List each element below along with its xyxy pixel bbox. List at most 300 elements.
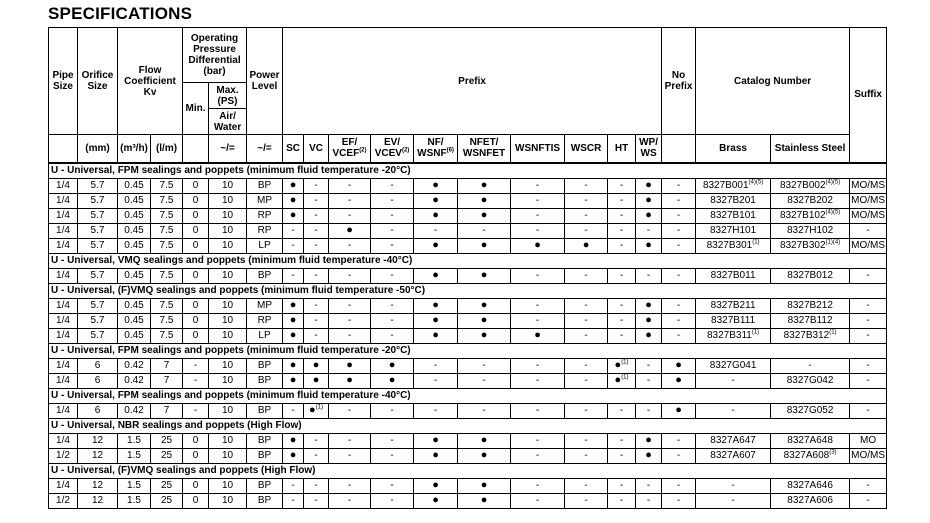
cell-nf: ● [414, 478, 458, 493]
cell-wscr: - [565, 223, 608, 238]
cell-orifice: 5.7 [78, 298, 118, 313]
cell-ss: 8327B012 [771, 268, 850, 283]
cell-power: BP [247, 358, 283, 373]
cell-min: - [183, 373, 209, 388]
cell-ev: - [371, 313, 414, 328]
cell-nf: ● [414, 493, 458, 508]
cell-kv_m3h: 1.5 [118, 478, 151, 493]
header-no-prefix: No Prefix [662, 28, 696, 135]
cell-nf: - [414, 373, 458, 388]
cell-wscr: ● [565, 238, 608, 253]
cell-suffix: - [850, 223, 887, 238]
cell-min: 0 [183, 328, 209, 343]
section-header [49, 253, 887, 268]
cell-nf: ● [414, 193, 458, 208]
cell-wscr: - [565, 358, 608, 373]
cell-orifice: 5.7 [78, 223, 118, 238]
cell-pipe: 1/4 [49, 328, 78, 343]
cell-wp: ● [636, 178, 662, 193]
cell-power: BP [247, 433, 283, 448]
cell-ef: ● [329, 223, 371, 238]
cell-power: RP [247, 313, 283, 328]
cell-noprefix: - [662, 193, 696, 208]
cell-kv_lmin: 7.5 [151, 178, 183, 193]
cell-suffix: MO/MS [851, 180, 886, 191]
cell-nfet: - [458, 403, 511, 418]
cell-noprefix: ● [662, 373, 696, 388]
cell-suffix: - [850, 493, 887, 508]
cell-wsnftis: - [511, 223, 565, 238]
cell-kv_m3h: 0.45 [118, 178, 151, 193]
table-row [49, 268, 887, 283]
cell-noprefix: - [662, 178, 696, 193]
cell-ef: - [329, 268, 371, 283]
cell-noprefix: - [662, 313, 696, 328]
cell-wscr: - [565, 208, 608, 223]
cell-min: 0 [183, 478, 209, 493]
cell-power: BP [247, 448, 283, 463]
cell-noprefix: ● [662, 403, 696, 418]
cell-wsnftis: - [511, 448, 565, 463]
cell-brass: 8327B111 [696, 313, 771, 328]
cell-kv_m3h: 0.45 [118, 298, 151, 313]
cell-kv_lmin: 7 [151, 358, 183, 373]
cell-brass: - [696, 373, 771, 388]
cell-suffix: - [850, 328, 887, 343]
cell-brass: 8327B011 [696, 268, 771, 283]
cell-min: 0 [183, 298, 209, 313]
cell-kv_m3h: 0.45 [118, 328, 151, 343]
cell-ht: - [608, 208, 636, 223]
cell-ef: - [329, 448, 371, 463]
cell-ef: - [329, 328, 371, 343]
cell-ss: 8327B202 [771, 193, 850, 208]
cell-pipe: 1/4 [49, 478, 78, 493]
cell-ss: - [771, 358, 850, 373]
cell-ev: ● [371, 358, 414, 373]
table-row [49, 223, 887, 238]
cell-orifice: 5.7 [78, 208, 118, 223]
cell-max: 10 [209, 448, 247, 463]
cell-kv_m3h: 0.42 [118, 358, 151, 373]
cell-kv_m3h: 0.45 [118, 208, 151, 223]
cell-wscr: - [565, 493, 608, 508]
cell-pipe: 1/4 [49, 358, 78, 373]
cell-vc: - [304, 448, 329, 463]
cell-wsnftis: - [511, 493, 565, 508]
cell-suffix: - [850, 478, 887, 493]
cell-brass: 8327A647 [696, 433, 771, 448]
cell-wsnftis: - [511, 373, 565, 388]
cell-kv_lmin: 7.5 [151, 298, 183, 313]
header-power-level: Power Level [247, 28, 283, 135]
cell-nf: ● [414, 208, 458, 223]
cell-orifice: 5.7 [78, 238, 118, 253]
cell-sc: ● [283, 373, 304, 388]
cell-wsnftis: - [511, 358, 565, 373]
cell-ev: - [371, 448, 414, 463]
cell-ht: - [608, 238, 636, 253]
cell-noprefix: - [662, 448, 696, 463]
table-row [49, 493, 887, 508]
cell-suffix: - [850, 298, 887, 313]
cell-kv_lmin: 7.5 [151, 328, 183, 343]
cell-wp: - [636, 478, 662, 493]
cell-max: 10 [209, 313, 247, 328]
cell-pipe: 1/4 [49, 313, 78, 328]
cell-brass: 8327A607 [696, 448, 771, 463]
cell-max: 10 [209, 193, 247, 208]
cell-ht: - [608, 298, 636, 313]
cell-max: 10 [209, 478, 247, 493]
cell-nf: ● [414, 313, 458, 328]
cell-wsnftis: - [511, 478, 565, 493]
cell-brass: 8327B311$^{(1)}$ [696, 328, 771, 343]
cell-wp: - [636, 403, 662, 418]
table-row [49, 448, 887, 463]
table-row [49, 358, 887, 373]
header-flow-coefficient: Flow Coefficient Kv [118, 28, 183, 135]
cell-sc: ● [283, 433, 304, 448]
header-operating-pressure: Operating Pressure Differential (bar) [183, 28, 247, 83]
cell-nfet: ● [458, 433, 511, 448]
cell-pipe: 1/4 [49, 238, 78, 253]
cell-kv_m3h: 0.45 [118, 238, 151, 253]
section-header [49, 463, 887, 478]
header-brass: Brass [696, 135, 771, 163]
cell-wp: ● [636, 238, 662, 253]
table-row [49, 178, 887, 193]
cell-power: BP [247, 403, 283, 418]
cell-nf: - [414, 223, 458, 238]
cell-ss: 8327A608$^{(3)}$ [771, 448, 850, 463]
cell-vc: - [304, 493, 329, 508]
cell-noprefix: - [662, 268, 696, 283]
cell-kv_lmin: 25 [151, 478, 183, 493]
cell-vc: - [304, 178, 329, 193]
cell-kv_lmin: 7.5 [151, 268, 183, 283]
header-catalog-number: Catalog Number [696, 28, 850, 135]
cell-ef: - [329, 208, 371, 223]
cell-noprefix: - [662, 238, 696, 253]
cell-nf: ● [414, 268, 458, 283]
cell-max: 10 [209, 358, 247, 373]
table-row [49, 298, 887, 313]
section-title: U - Universal, FPM sealings and poppets (minimum fluid temperature -40°C) [49, 388, 887, 403]
table-body [49, 163, 887, 509]
cell-ev: - [371, 223, 414, 238]
cell-kv_lmin: 7 [151, 373, 183, 388]
cell-noprefix: - [662, 478, 696, 493]
header-max-ps: Max. (PS) [209, 83, 247, 109]
cell-wscr: - [565, 268, 608, 283]
cell-ev: ● [371, 373, 414, 388]
prefix-sc: SC [283, 135, 304, 163]
cell-kv_m3h: 0.45 [118, 268, 151, 283]
cell-ef: ● [329, 358, 371, 373]
cell-kv_m3h: 1.5 [118, 433, 151, 448]
prefix-wscr: WSCR [565, 135, 608, 163]
cell-nfet: ● [458, 268, 511, 283]
cell-min: - [183, 358, 209, 373]
cell-wp: ● [636, 433, 662, 448]
cell-noprefix: ● [662, 358, 696, 373]
cell-min: 0 [183, 433, 209, 448]
cell-power: BP [247, 493, 283, 508]
cell-ss: $8327B102^{(4)(5)}$ [771, 208, 850, 223]
cell-max: 10 [209, 223, 247, 238]
cell-sc: ● [283, 298, 304, 313]
cell-wp: ● [636, 208, 662, 223]
cell-nf: ● [414, 238, 458, 253]
cell-noprefix: - [662, 208, 696, 223]
cell-vc: - [304, 313, 329, 328]
table-row [49, 373, 887, 388]
cell-wscr: - [565, 298, 608, 313]
header-pipe-size-unit [49, 135, 78, 163]
cell-ef: - [329, 403, 371, 418]
prefix-wsnftis: WSNFTIS [511, 135, 565, 163]
cell-sc: - [283, 403, 304, 418]
prefix-ht: HT [608, 135, 636, 163]
cell-nfet: ● [458, 313, 511, 328]
cell-vc: - [304, 238, 329, 253]
cell-nf: ● [414, 433, 458, 448]
cell-ev: - [371, 493, 414, 508]
cell-ef: - [329, 478, 371, 493]
cell-nf: ● [414, 298, 458, 313]
cell-ht: - [608, 193, 636, 208]
page-title: SPECIFICATIONS [48, 4, 193, 23]
cell-kv_m3h: 1.5 [118, 493, 151, 508]
cell-ht: - [608, 478, 636, 493]
cell-ev: - [371, 178, 414, 193]
section-title: U - Universal, (F)VMQ sealings and poppets (minimum fluid temperature -50°C) [49, 283, 887, 298]
cell-pipe: 1/4 [49, 223, 78, 238]
cell-wscr: - [565, 313, 608, 328]
cell-power: MP [247, 298, 283, 313]
cell-wscr: - [565, 193, 608, 208]
cell-suffix: MO/MS [851, 195, 886, 206]
cell-suffix: - [850, 373, 887, 388]
cell-ev: - [371, 433, 414, 448]
cell-ef: - [329, 298, 371, 313]
cell-nfet: ● [458, 178, 511, 193]
section-header [49, 418, 887, 433]
cell-brass: - [696, 403, 771, 418]
cell-ht: ●$^{(1)}$ [608, 358, 636, 373]
cell-ev: - [371, 478, 414, 493]
cell-nf: - [414, 358, 458, 373]
cell-nfet: - [458, 373, 511, 388]
cell-sc: ● [283, 313, 304, 328]
cell-suffix: MO/MS [851, 210, 886, 221]
cell-sc: ● [283, 178, 304, 193]
cell-wsnftis: - [511, 433, 565, 448]
cell-ht: - [608, 433, 636, 448]
cell-max: 10 [209, 373, 247, 388]
cell-ev: - [371, 193, 414, 208]
cell-ht: - [608, 178, 636, 193]
section-header [49, 388, 887, 403]
table-row [49, 313, 887, 328]
cell-nfet: ● [458, 298, 511, 313]
cell-brass: 8327B301$^{(1)}$ [696, 238, 771, 253]
cell-vc: - [304, 193, 329, 208]
cell-min: 0 [183, 208, 209, 223]
cell-kv_m3h: 1.5 [118, 448, 151, 463]
cell-wsnftis: - [511, 208, 565, 223]
cell-power: RP [247, 208, 283, 223]
cell-pipe: 1/4 [49, 433, 78, 448]
cell-power: RP [247, 223, 283, 238]
cell-wp: ● [636, 328, 662, 343]
cell-wp: - [636, 223, 662, 238]
cell-wp: ● [636, 313, 662, 328]
cell-ev: - [371, 328, 414, 343]
cell-ss: 8327A648 [771, 433, 850, 448]
cell-kv_m3h: 0.45 [118, 193, 151, 208]
prefix-wp-ws: WP/ WS [636, 135, 662, 163]
cell-power: BP [247, 478, 283, 493]
cell-wp: - [636, 268, 662, 283]
cell-ss: 8327G042 [771, 373, 850, 388]
cell-max: 10 [209, 328, 247, 343]
cell-ev: - [371, 298, 414, 313]
cell-max: 10 [209, 178, 247, 193]
cell-brass: 8327B211 [696, 298, 771, 313]
cell-min: 0 [183, 268, 209, 283]
section-header [49, 343, 887, 358]
cell-orifice: 12 [78, 433, 118, 448]
unit-power-ac-dc: ~/= [247, 135, 283, 163]
section-title: U - Universal, FPM sealings and poppets (minimum fluid temperature -20°C) [49, 343, 887, 358]
cell-brass: 8327B201 [696, 193, 771, 208]
cell-kv_lmin: 7.5 [151, 238, 183, 253]
cell-orifice: 5.7 [78, 193, 118, 208]
cell-pipe: 1/4 [49, 268, 78, 283]
cell-nf: ● [414, 328, 458, 343]
cell-kv_m3h: 0.45 [118, 223, 151, 238]
cell-power: MP [247, 193, 283, 208]
header-air-water: Air/ Water [209, 109, 247, 135]
specifications-table [48, 27, 887, 509]
cell-orifice: 12 [78, 478, 118, 493]
section-header [49, 283, 887, 298]
cell-vc: - [304, 223, 329, 238]
cell-kv_lmin: 25 [151, 448, 183, 463]
cell-orifice: 5.7 [78, 313, 118, 328]
cell-ef: - [329, 493, 371, 508]
cell-vc: ● [304, 373, 329, 388]
cell-sc: - [283, 478, 304, 493]
cell-max: 10 [209, 493, 247, 508]
cell-power: BP [247, 178, 283, 193]
cell-ef: - [329, 433, 371, 448]
cell-nfet: - [458, 223, 511, 238]
cell-brass: 8327G041 [696, 358, 771, 373]
cell-wscr: - [565, 448, 608, 463]
cell-nfet: ● [458, 328, 511, 343]
cell-ss: 8327B312$^{(1)}$ [771, 328, 850, 343]
cell-vc: - [304, 328, 329, 343]
cell-wp: - [636, 493, 662, 508]
cell-suffix: - [850, 403, 887, 418]
cell-suffix: - [850, 358, 887, 373]
cell-kv_m3h: 0.42 [118, 403, 151, 418]
cell-ev: - [371, 238, 414, 253]
cell-vc: - [304, 268, 329, 283]
cell-ss: 8327H102 [771, 223, 850, 238]
cell-vc: ● [304, 358, 329, 373]
cell-vc: - [304, 208, 329, 223]
section-header [49, 163, 887, 179]
cell-vc: - [304, 433, 329, 448]
cell-pipe: 1/2 [49, 493, 78, 508]
cell-vc: - [304, 298, 329, 313]
cell-brass: 8327H101 [696, 223, 771, 238]
prefix-ef-vcef: EF/ VCEF$^{(2)}$ [329, 135, 371, 163]
cell-sc: - [283, 493, 304, 508]
cell-suffix: - [850, 313, 887, 328]
cell-wsnftis: - [511, 313, 565, 328]
cell-kv_lmin: 25 [151, 493, 183, 508]
cell-max: 10 [209, 433, 247, 448]
prefix-nfet-wsnfet: NFET/ WSNFET [458, 135, 511, 163]
unit-lmin: (l/m) [151, 135, 183, 163]
table-row [49, 328, 887, 343]
cell-noprefix: - [662, 433, 696, 448]
cell-wsnftis: - [511, 268, 565, 283]
cell-min: 0 [183, 448, 209, 463]
cell-min: 0 [183, 238, 209, 253]
cell-orifice: 5.7 [78, 328, 118, 343]
section-title: U - Universal, (F)VMQ sealings and poppets (High Flow) [49, 463, 887, 478]
cell-wsnftis: - [511, 403, 565, 418]
cell-noprefix: - [662, 328, 696, 343]
cell-ss: 8327A646 [771, 478, 850, 493]
cell-wsnftis: ● [511, 238, 565, 253]
cell-ht: - [608, 328, 636, 343]
header-suffix: Suffix [850, 28, 887, 163]
cell-min: 0 [183, 193, 209, 208]
cell-sc: ● [283, 328, 304, 343]
cell-noprefix: - [662, 223, 696, 238]
cell-ev: - [371, 403, 414, 418]
cell-kv_lmin: 7.5 [151, 223, 183, 238]
section-title: U - Universal, FPM sealings and poppets (minimum fluid temperature -20°C) [49, 163, 887, 179]
cell-pipe: 1/2 [49, 448, 78, 463]
cell-orifice: 6 [78, 403, 118, 418]
cell-ss: 8327B112 [771, 313, 850, 328]
cell-power: BP [247, 373, 283, 388]
prefix-nf-wsnf: NF/ WSNF$^{(6)}$ [414, 135, 458, 163]
cell-wscr: - [565, 403, 608, 418]
table-row [49, 208, 887, 223]
cell-wscr: - [565, 373, 608, 388]
cell-kv_lmin: 7 [151, 403, 183, 418]
cell-kv_m3h: 0.45 [118, 313, 151, 328]
cell-pipe: 1/4 [49, 208, 78, 223]
cell-ef: - [329, 178, 371, 193]
cell-pipe: 1/4 [49, 178, 78, 193]
cell-wp: - [636, 358, 662, 373]
cell-sc: - [283, 268, 304, 283]
cell-vc: - [304, 478, 329, 493]
table-row [49, 403, 887, 418]
cell-orifice: 5.7 [78, 268, 118, 283]
cell-max: 10 [209, 298, 247, 313]
